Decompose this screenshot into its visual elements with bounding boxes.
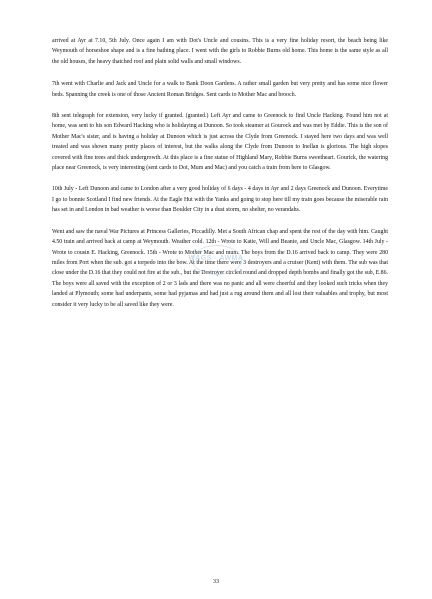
paragraph-greenock-dunoon: 8th sent telegraph for extension, very lucky if granted. (granted.) Left Ayr and came to Greenock to find Uncle Hacking. Found him not at home, was sent to his son Edward Hacking who is holidaying at Dunoon. So took steamer at Gourock and was met by Eddie. This is the son of Mother Mac's sister, and is having a holiday at Dunoon which is just across the Clyde from Greenock. I stayed here two days and was well treated and was shown many pretty places of interest, but the walks along the Clyde from Dunoon to Inellan is glorious. The high slopes covered with fine trees and thick undergrowth. At this place is a fine statue of Highland Mary, Robbie Burns sweetheart. Gourick, the watering place near Greenock, is very interesting (sent cards to Dot, Mum and Mac) and you catch a train from here to Glasgow.	[52, 113, 388, 172]
paragraph-ayr-arrival: arrived at Ayr at 7.10, 5th July. Once again I am with Dot's Uncle and cousins. This is a very fine holiday resort, the beach being like Weymouth of horseshoe shape and is a fine bathing place. I went with the girls to Robbie Burns old home. This home is the same style as all the old houses, the heavy thatched roof and plain solid walls and small windows.	[52, 38, 388, 65]
paragraph-war-pictures-and-d16: Went and saw the naval War Pictures at Princess Galleries, Piccadilly. Met a South African chap and spent the rest of the day with him. Caught 4.50 train and arrived back at camp at Weymouth. Weather cold. 12th - Wrote to Katie, Will and Beanie, and Uncle Mac, Glasgow. 14th July - Wrote to cousin E. Hacking, Greenock. 15th - Wrote to Mother Mac and mum. The boys from the D.16 arrived back to camp. They were 280 miles from Port when the sub. got a torpedo into the bow. At the time there were 3 destroyers and a cruiser (Kent) with them. The sub was that close under the D.16 that they could not fire at the sub., but the Destroyer circled round and dropped depth bombs and finally got the sub, E.86. The boys were all saved with the exception of 2 or 3 lads and there was no panic and all were cheerful and they looked such tricks when they landed at Plymouth; some had underpants, some had pyjamas and had just a rug around them and all lost their valuables and trophy, but most consider it very lucky to be all saved like they were.	[52, 228, 388, 308]
paragraph-return-to-london: 10th July - Left Dunoon and came to London after a very good holiday of 6 days - 4 days in Ayr and 2 days Greenock and Dunoon. Everytime I go to bonnie Scotland I find new friends. At the Eagle Hut with the Yanks and going to stop here till my train goes because the miserable rain has set in and London in bad weather is worse than Boulder City in a dust storm, no shelter, no verandahs.	[52, 186, 388, 214]
watermark-text: WAGS - AWMA	[188, 255, 244, 262]
page-number: 33	[213, 579, 219, 585]
paragraph-bank-doon-gardens: 7th went with Charlie and Jack and Uncle for a walk to Bank Doon Gardens. A rather small garden but very pretty and has some nice flower beds. Spanning the creek is one of those Ancient Roman Bridges. Sent cards to Mother Mac and brooch.	[52, 81, 388, 98]
archive-watermark	[186, 245, 246, 275]
